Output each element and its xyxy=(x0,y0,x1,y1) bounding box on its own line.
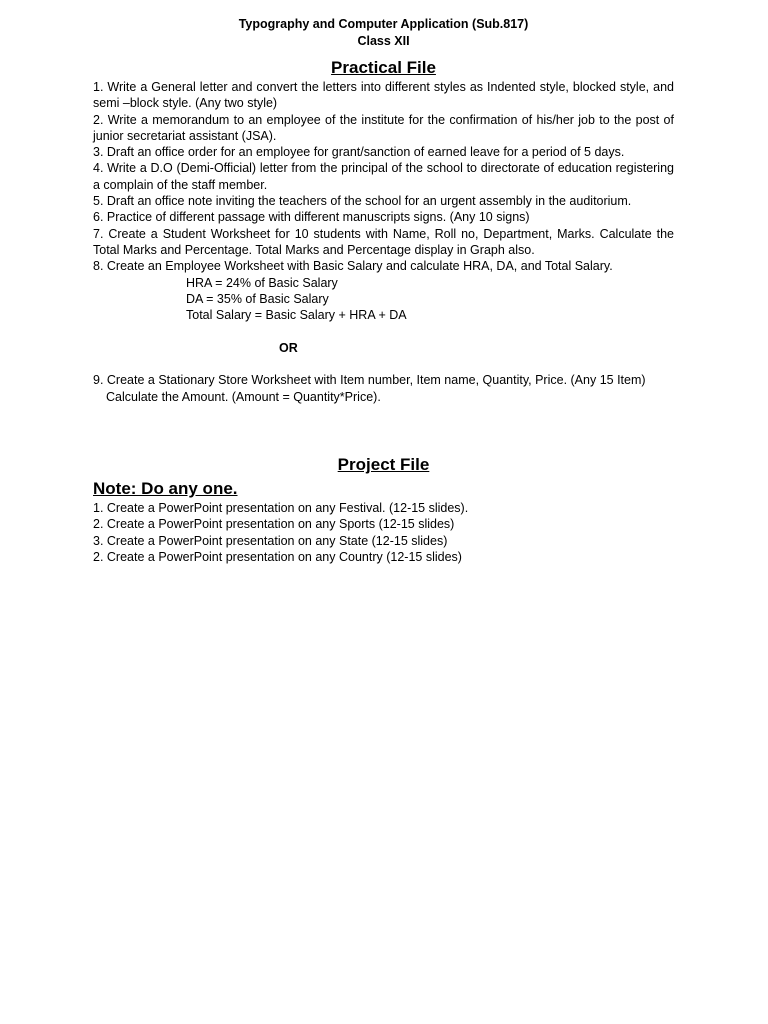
project-item-2: 2. Create a PowerPoint presentation on any Sports (12-15 slides) xyxy=(93,517,455,532)
or-separator: OR xyxy=(279,340,298,355)
formula-hra: HRA = 24% of Basic Salary xyxy=(186,275,338,290)
practical-list xyxy=(93,79,674,405)
formula-da: DA = 35% of Basic Salary xyxy=(186,291,329,306)
practical-item-4: 4. Write a D.O (Demi-Official) letter from the principal of the school to directorate of education registering a complain of the staff member. xyxy=(93,161,674,192)
class-heading: Class XII xyxy=(357,34,410,48)
document-content xyxy=(93,16,674,565)
practical-item-2: 2. Write a memorandum to an employee of the institute for the confirmation of his/her job to the post of junior secretariat assistant (JSA). xyxy=(93,112,674,143)
practical-item-9-line-2: Calculate the Amount. (Amount = Quantity*Price). xyxy=(106,389,381,404)
practical-item-9-line-1: 9. Create a Stationary Store Worksheet with Item number, Item name, Quantity, Price. (Any 15 Item) xyxy=(93,373,646,388)
project-file-title: Project File xyxy=(337,454,430,474)
formula-total-salary: Total Salary = Basic Salary + HRA + DA xyxy=(186,308,407,323)
project-item-3: 3. Create a PowerPoint presentation on any State (12-15 slides) xyxy=(93,533,448,548)
practical-file-title: Practical File xyxy=(331,58,436,77)
subject-heading: Typography and Computer Application (Sub.817) xyxy=(238,17,529,31)
project-item-1: 1. Create a PowerPoint presentation on any Festival. (12-15 slides). xyxy=(93,500,469,515)
practical-item-7: 7. Create a Student Worksheet for 10 students with Name, Roll no, Department, Marks. Calculate the Total Marks and Percentage. Total Marks and Percentage display in Graph also. xyxy=(93,226,674,257)
practical-item-5: 5. Draft an office note inviting the teachers of the school for an urgent assembly in the auditorium. xyxy=(93,194,632,209)
practical-item-3: 3. Draft an office order for an employee for grant/sanction of earned leave for a period of 5 days. xyxy=(93,145,625,160)
practical-item-6: 6. Practice of different passage with different manuscripts signs. (Any 10 signs) xyxy=(93,210,530,225)
project-note xyxy=(93,478,674,500)
practical-item-1: 1. Write a General letter and convert the letters into different styles as Indented style, blocked style, and semi –block style. (Any two style) xyxy=(93,80,674,111)
project-list xyxy=(93,500,674,565)
practical-item-8: 8. Create an Employee Worksheet with Basic Salary and calculate HRA, DA, and Total Salary. xyxy=(93,259,613,274)
practical-item-9 xyxy=(93,372,674,405)
project-note-text: Note: Do any one. xyxy=(93,478,238,498)
project-item-4: 2. Create a PowerPoint presentation on any Country (12-15 slides) xyxy=(93,549,462,564)
